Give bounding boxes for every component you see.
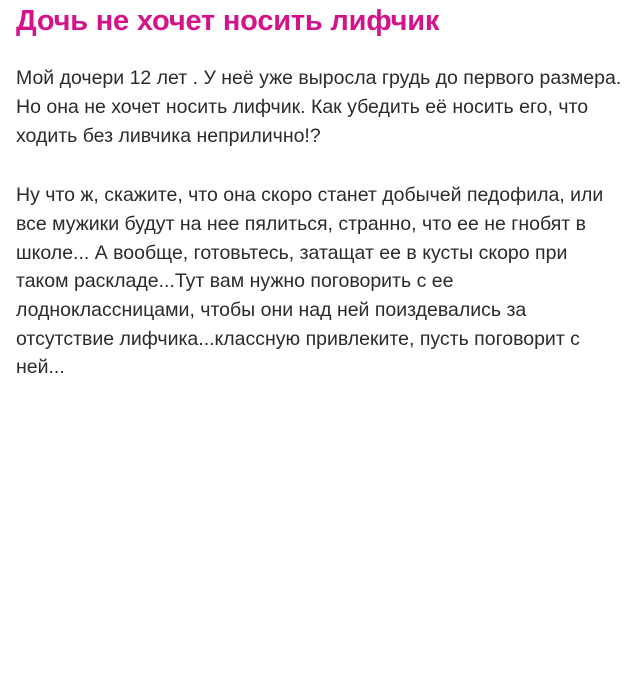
- document-body: [0, 64, 640, 382]
- answer-paragraph: Ну что ж, скажите, что она скоро станет добычей педофила, или все мужики будут на нее пялиться, странно, что ее не гнобят в школе... А вообще, готовьтесь, затащат ее в кусты скоро при таком раскладе...Тут вам нужно поговорить с ее лодноклассницами, чтобы они над ней поиздевались за отсутствие лифчика...классную привлеките, пусть поговорит с ней...: [16, 184, 604, 379]
- question-paragraph: Мой дочери 12 лет . У неё уже выросла грудь до первого размера. Но она не хочет носить лифчик. Как убедить её носить его, что ходить без ливчика неприлично!?: [16, 67, 622, 147]
- page-title: Дочь не хочет носить лифчик: [16, 5, 440, 37]
